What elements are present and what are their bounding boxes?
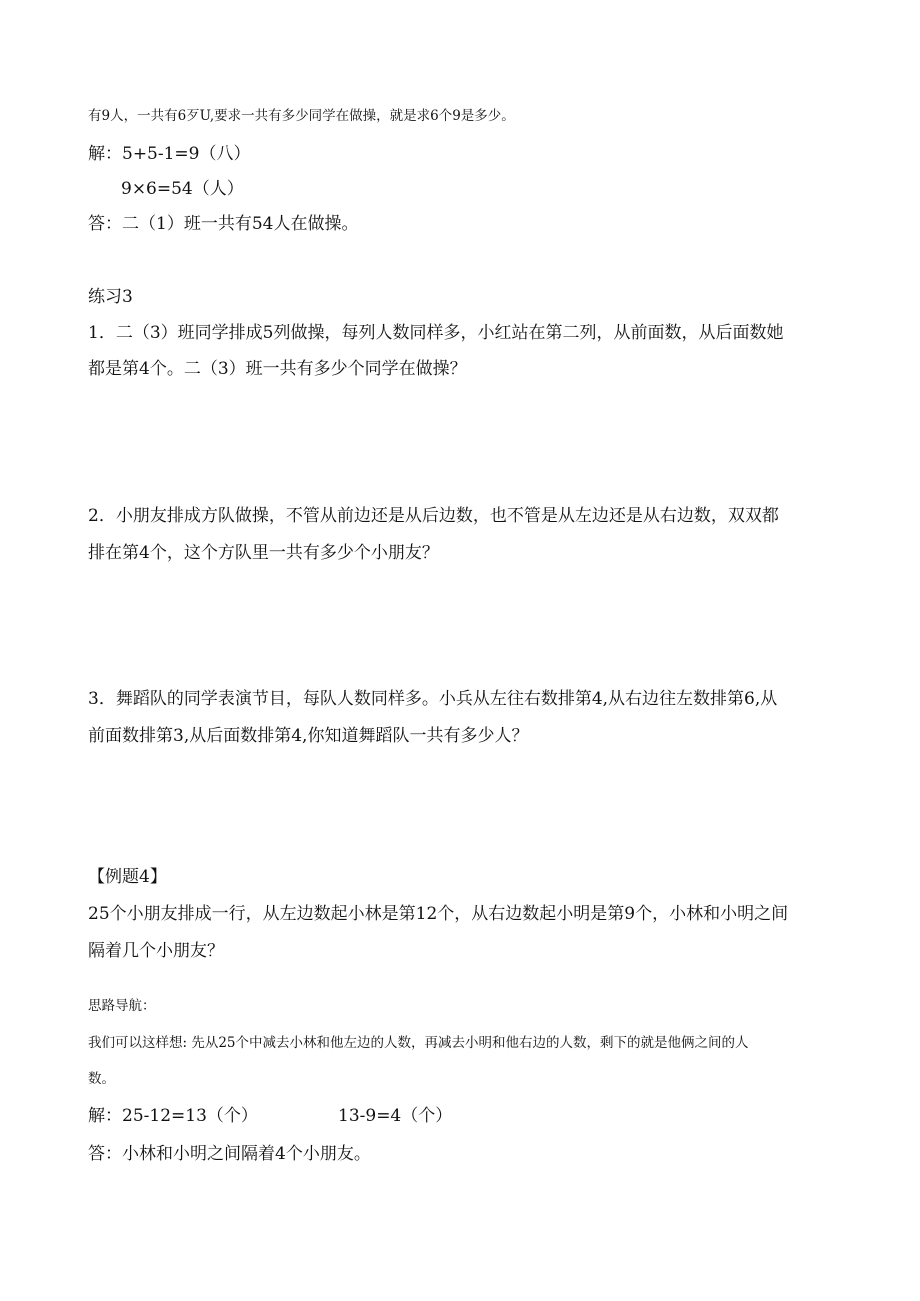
example4-problem-line1: 25个小朋友排成一行，从左边数起小林是第12个，从右边数起小明是第9个，小林和小明之间 — [88, 904, 789, 924]
example4-problem-line2: 隔着几个小朋友？ — [88, 941, 224, 961]
example4-hint-label: 思路导航： — [88, 998, 156, 1014]
example3-solution-line1: 解：5+5-1=9（八） — [88, 144, 251, 164]
practice3-q2-line2: 排在第4个，这个方队里一共有多少个小朋友？ — [88, 543, 439, 563]
example4-hint-line2: 数。 — [88, 1071, 115, 1087]
practice3-q3-line1: 3．舞蹈队的同学表演节目，每队人数同样多。小兵从左往右数排第4,从右边往左数排第6,从 — [88, 689, 778, 709]
example4-title: 【例题4】 — [88, 867, 167, 887]
example3-solution-line2: 9×6=54（人） — [121, 179, 244, 199]
practice3-title: 练习3 — [88, 287, 133, 307]
practice3-q1-line2: 都是第4个。二（3）班一共有多少个同学在做操？ — [88, 359, 467, 379]
example3-answer: 答：二（1）班一共有54人在做操。 — [88, 214, 359, 234]
example4-solution-part2: 13-9=4（个） — [338, 1106, 453, 1126]
example3-hint-tail: 有9人，一共有6歹U,要求一共有多少同学在做操，就是求6个9是多少。 — [88, 108, 515, 124]
practice3-q3-line2: 前面数排第3,从后面数排第4,你知道舞蹈队一共有多少人？ — [88, 726, 529, 746]
example4-answer: 答：小林和小明之间隔着4个小朋友。 — [88, 1144, 371, 1164]
practice3-q2-line1: 2．小朋友排成方队做操，不管从前边还是从后边数，也不管是从左边还是从右边数，双双都 — [88, 506, 779, 526]
example4-solution-part1: 解：25-12=13（个） — [88, 1106, 258, 1126]
practice3-q1-line1: 1．二（3）班同学排成5列做操，每列人数同样多，小红站在第二列，从前面数，从后面数她 — [88, 323, 784, 343]
example4-hint-line1: 我们可以这样想: 先从25个中减去小林和他左边的人数，再减去小明和他右边的人数，剩下的就是他俩之间的人 — [88, 1035, 749, 1051]
